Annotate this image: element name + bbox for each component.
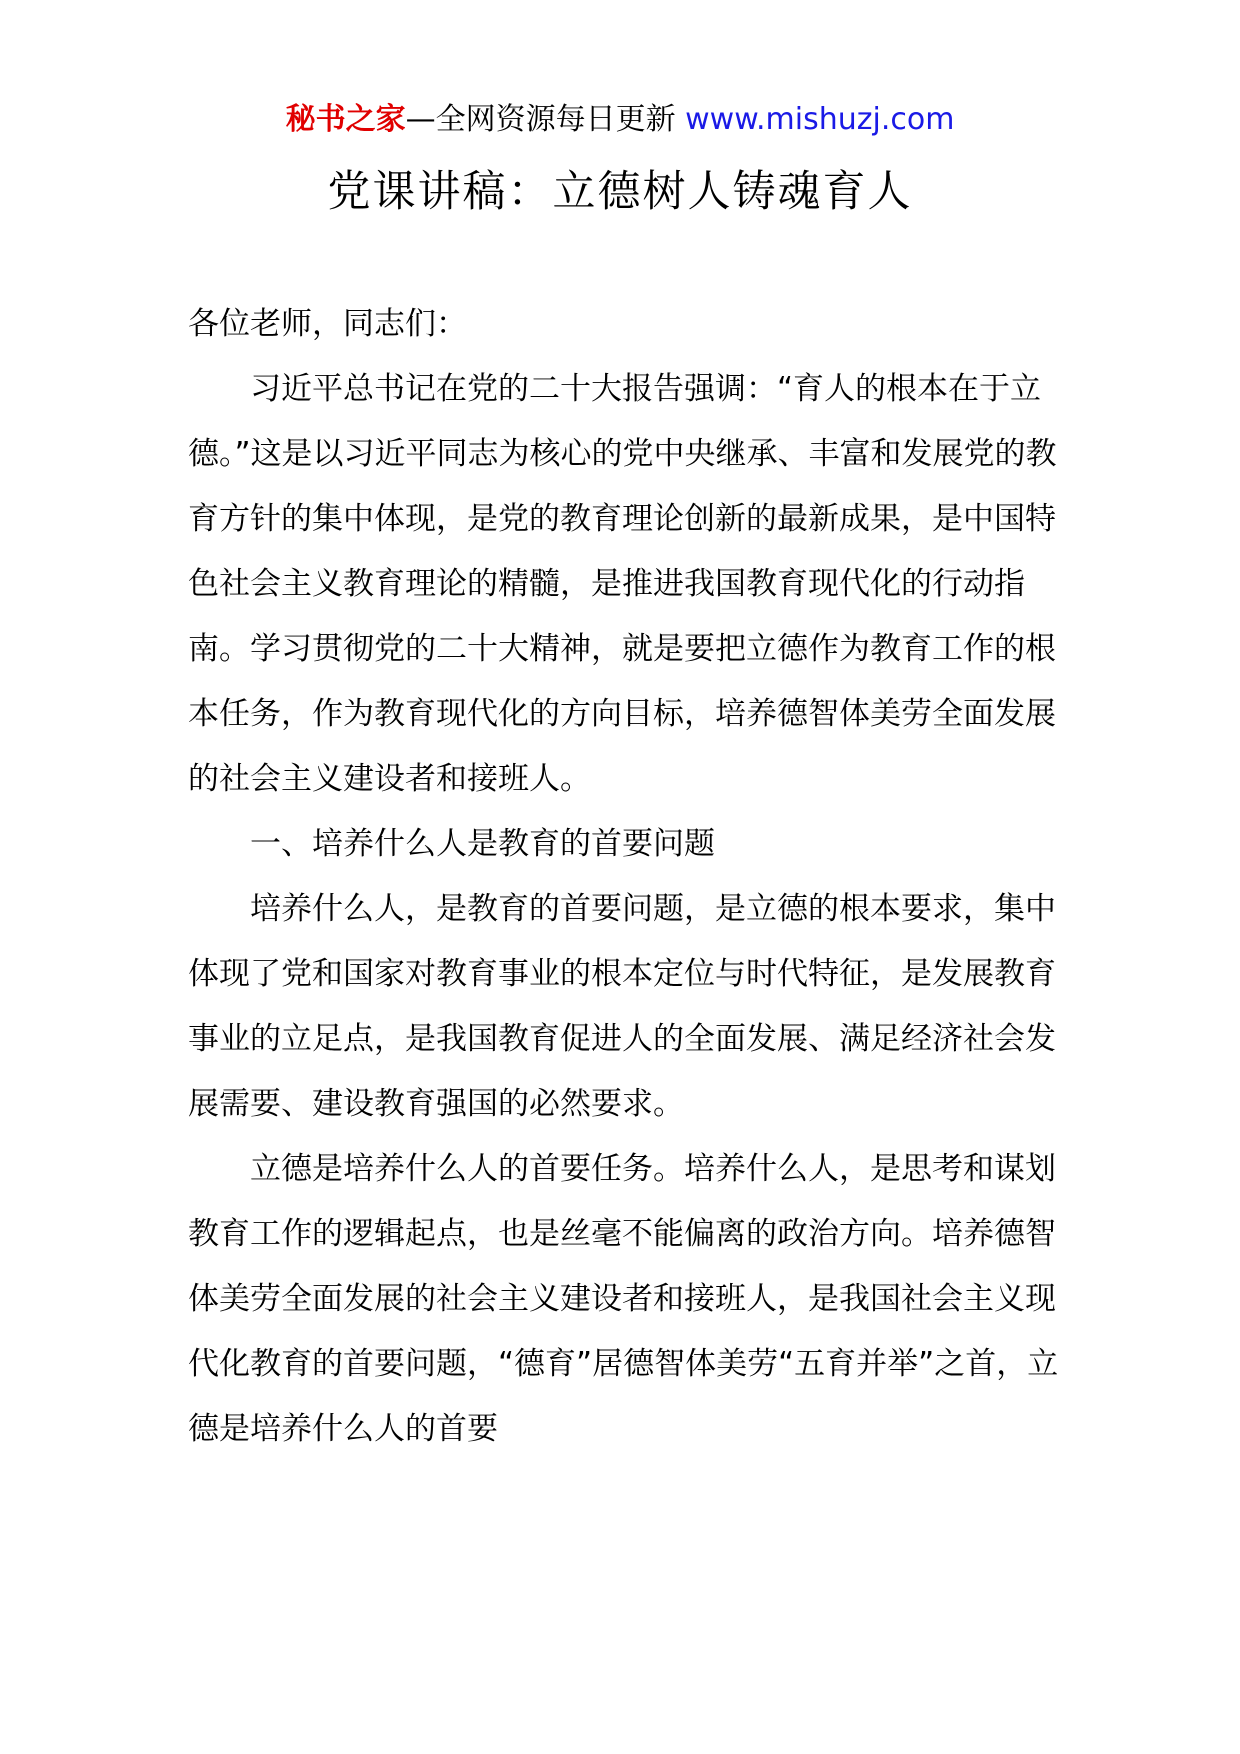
header-tagline: —全网资源每日更新 [405, 102, 676, 137]
paragraph-section1-b: 立德是培养什么人的首要任务。培养什么人，是思考和谋划教育工作的逻辑起点，也是丝毫不能偏离的政治方向。培养德智体美劳全面发展的社会主义建设者和接班人，是我国社会主义现代化教育的首要问题，“德育”居德智体美劳“五育并举”之首，立德是培养什么人的首要 [188, 1151, 1059, 1447]
site-header [0, 98, 1240, 142]
paragraph-section1-a: 培养什么人，是教育的首要问题，是立德的根本要求，集中体现了党和国家对教育事业的根本定位与时代特征，是发展教育事业的立足点，是我国教育促进人的全面发展、满足经济社会发展需要、建设教育强国的必然要求。 [188, 891, 1056, 1122]
brand-name: 秘书之家 [285, 102, 406, 137]
document-body [188, 292, 1060, 1462]
document-title: 党课讲稿：立德树人铸魂育人 [327, 167, 913, 217]
section-heading-1: 一、培养什么人是教育的首要问题 [250, 826, 715, 862]
paragraph-intro: 习近平总书记在党的二十大报告强调：“育人的根本在于立德。”这是以习近平同志为核心的党中央继承、丰富和发展党的教育方针的集中体现，是党的教育理论创新的最新成果，是中国特色社会主义教育理论的精髓，是推进我国教育现代化的行动指南。学习贯彻党的二十大精神，就是要把立德作为教育工作的根本任务，作为教育现代化的方向目标，培养德智体美劳全面发展的社会主义建设者和接班人。 [188, 371, 1057, 797]
site-url-link[interactable]: www.mishuzj.com [685, 102, 955, 137]
salutation: 各位老师，同志们： [188, 306, 467, 342]
